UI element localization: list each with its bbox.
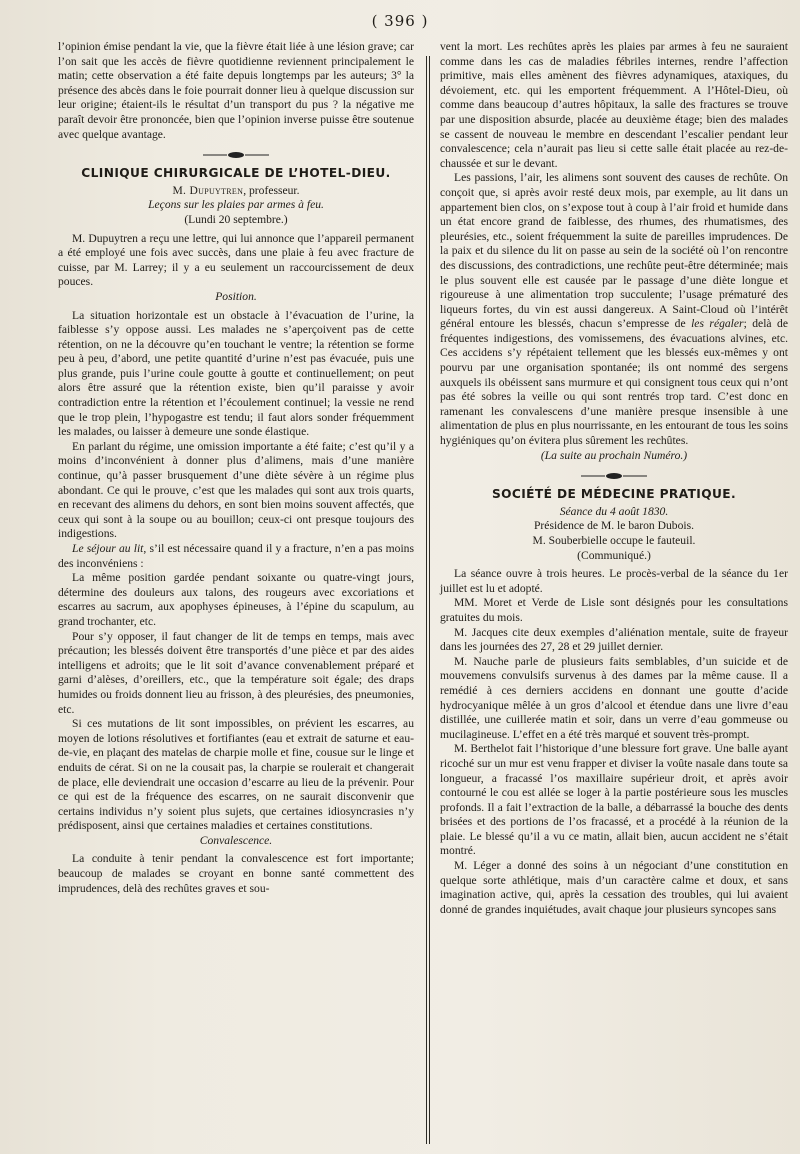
right-paragraph: vent la mort. Les rechûtes après les plaies par armes à feu ne sauraient comme dans les cas de maladies fébriles internes, rendre l’affection primitive, mais elles amènent des fièvres adynamiques, ataxiques, du dévoiement, etc. qui les emportent fréquemment. A l’Hôtel-Dieu, où comme dans beaucoup d’autres hôpitaux, la salle des fractures se trouve par une disposition absurde, placée au deuxième étage; bien des malades se cassent de nouveau le membre en descendant l’escalier pendant leur convalescence; cela n’aurait pas lieu si cette salle était placée au rez-de-chaussée et sur le devant.: [440, 40, 788, 170]
left-paragraph: La même position gardée pendant soixante ou quatre-vingt jours, détermine des douleurs aux talons, des rougeurs avec excoriations et escarres au sacrum, aux apophyses épineuses, à l’épine du scapulum, au grand trochanter, etc.: [58, 571, 414, 628]
right-paragraph: MM. Moret et Verde de Lisle sont désignés pour les consultations gratuites du mois.: [440, 596, 788, 624]
section-heading: CLINIQUE CHIRURGICALE DE L’HOTEL-DIEU.: [81, 166, 391, 181]
emphasis: Le séjour au lit: [72, 542, 144, 555]
emphasis: les régaler: [691, 317, 744, 331]
left-paragraph: l’opinion émise pendant la vie, que la fièvre était liée à une lésion grave; car l’on sait que les accès de fièvre quotidienne reviennent principalement le matin; cette observation a été faite depuis longtemps par les auteurs; 3° la présence des abcès dans le foie pourrait donner lieu à quelque discussion sur leur origine; étaient-ils le résultat d’un transport du pus ? la négative me paraît devoir être prononcée, bien que l’opinion inverse puisse être soutenue avec quelque avantage.: [58, 40, 414, 141]
page-number: ( 396 ): [371, 12, 429, 30]
lecture-title: Leçons sur les plaies par armes à feu.: [148, 198, 324, 212]
section-heading: SOCIÉTÉ DE MÉDECINE PRATIQUE.: [491, 487, 737, 502]
ornament-divider: [579, 472, 649, 480]
subheading-position: Position.: [215, 289, 257, 303]
right-paragraph: M. Léger a donné des soins à un négociant d’une constitution en quelque sorte athlétique, mais d’un caractère calme et doux, et sans imagination active, qui, après la cessation des troubles, qui lui avaient donné de grandes inquiétudes, avait chaque jour plusieurs syncopes sans: [440, 859, 788, 916]
professor-line: [58, 184, 414, 199]
left-paragraph: Le séjour au lit, s’il est nécessaire quand il y a fracture, n’en a pas moins des inconvéniens :: [58, 542, 414, 570]
column-rule: [426, 56, 427, 1144]
session-date: Séance du 4 août 1830.: [559, 504, 669, 518]
right-paragraph: M. Nauche parle de plusieurs faits semblables, d’un suicide et de mouvemens convulsifs survenus à des dames par la même cause. Il a remédié à ces derniers accidens en donnant une goutte d’acide hydrocyanique mêlée à un gros d’alcool et étendue dans une livre d’eau distillée, une cuillerée matin et soir, dans un verre d’eau gommeuse ou mucilagineuse. L’effet en a été très marqué et souvent très-prompt.: [440, 654, 788, 741]
left-paragraph: M. Dupuytren a reçu une lettre, qui lui annonce que l’appareil permanent a été employé une fois avec succès, dans une plaie à feu avec fracture de cuisse, par M. Larrey; il y a eu seulement un raccourcissement de deux pouces.: [58, 231, 414, 289]
professor-name: M. Dupuytren: [172, 183, 244, 197]
left-paragraph: Si ces mutations de lit sont impossibles, on prévient les escarres, au moyen de lotions résolutives et fortifiantes (eau et extrait de saturne et eau-de-vie, en plaçant des matelas de charpie molle et fine, cousue sur le linge et enduits de cérat. Si on ne la cousait pas, la charpie se roulerait et changerait de place, elle deviendrait une occasion d’escarre au lieu de la prévenir. Pour ce qui est de la fréquence des escarres, on ne saurait disconvenir que certains individus n’y soient plus sujets, que certaines idiosyncrasies n’y prédisposent, ainsi que certaines maladies et certaines constitutions.: [58, 717, 414, 833]
lecture-date: (Lundi 20 septembre.): [184, 212, 288, 226]
left-paragraph: Pour s’y opposer, il faut changer de lit de temps en temps, mais avec précaution; les blessés doivent être transportés d’une pièce et par des aides intelligens et adroits; que le lit soit d’avance convenablement préparé et garni d’alèses, d’oreillers, etc., que la température soit égale; des draps humides ou froids donnent lieu au frisson, à des pleurésies, des pneumonies, etc.: [58, 629, 414, 716]
left-column: [58, 40, 414, 896]
column-rule-inner: [429, 56, 430, 1144]
right-paragraph: M. Jacques cite deux exemples d’aliénation mentale, suite de frayeur dans les journées des 27, 28 et 29 juillet dernier.: [440, 625, 788, 654]
continued-note: (La suite au prochain Numéro.): [540, 448, 688, 462]
communique-note: (Communiqué.): [577, 548, 651, 562]
right-paragraph: Les passions, l’air, les alimens sont souvent des causes de rechûte. On conçoit que, si après avoir resté deux mois, par exemple, au lit dans un appartement bien clos, on s’expose tout à coup à l’air froid et humide dans un état encore grand de faiblesse, des rhumes, des rhumatismes, des pleurésies, etc., soient fréquemment la suite de pareilles imprudences. De la paix et du silence du lit on passe au sein de la société où l’on rencontre des discussions, des contradictions, une rechûte peut-être déterminée; mais le plus souvent elle est causée par le passage d’une diète longue et rigoureuse à une alimentation trop succulente; l’usage prématuré des liqueurs fortes, du vin est aussi dangereux. A Saint-Cloud où l’intérêt général entoure les blessés, chacun s’empresse de les régaler; delà de fréquentes indigestions, des vomissemens, des évacuations alvines, etc. Ces accidens s’y répétaient tellement que les blessés eux-mêmes y ont pourvu par une organisation spontanée; ils ont nommé des sergens auxquels ils obéissent sans murmure et qui consignent tous ceux qui n’ont pas été sobres la veille ou qui sont rentrés trop tard. C’est donc en ramenant les convalescens d’une manière presque insensible à une alimentation de plus en plus nourrissante, en les entourant de tous les soins hygiéniques qu’on évitera plus sûrement les rechûtes.: [440, 171, 788, 448]
presidency-line: Présidence de M. le baron Dubois.: [533, 519, 695, 533]
left-paragraph: En parlant du régime, une omission importante a été faite; c’est qu’il y a moins d’inconvénient à donner plus d’alimens, mais d’une manière continue, qu’à passer brusquement d’une diète sévère à un régime plus abondant. Ce qui le prouve, c’est que les malades qui sont aux trois quarts, en recevant des alimens du dehors, en sont bien moins souvent affectés, que ceux qui sont à la soupe ou au bouillon; ceux-ci ont presque toujours des indigestions.: [58, 439, 414, 541]
left-paragraph: La situation horizontale est un obstacle à l’évacuation de l’urine, la faiblesse s’y oppose aussi. Les malades ne s’aperçoivent pas de cette rétention, on ne la découvre qu’en touchant le ventre; la rétention se forme peu à peu, d’abord, une petite quantité d’urine n’est pas évacuée, puis une plus grande, puis l’urine coule goutte à goutte et continuellement; on peut alors être assuré que la rétention existe, bien qu’il paraisse y avoir contradiction entre la rétention et l’écoulement continuel; la vessie ne rend que le trop plein, l’hypogastre est tendu; il faut alors sonder fréquemment les malades, ou laisser à demeure une sonde élastique.: [58, 308, 414, 439]
ornament-divider: [201, 151, 271, 159]
left-paragraph: La conduite à tenir pendant la convalescence est fort importante; beaucoup de malades se croyant en bonne santé commettent des imprudences, delà des rechûtes graves et sou-: [58, 852, 414, 895]
subheading-convalescence: Convalescence.: [199, 833, 273, 847]
chair-line: M. Souberbielle occupe le fauteuil.: [532, 534, 696, 547]
right-paragraph: La séance ouvre à trois heures. Le procès-verbal de la séance du 1er juillet est lu et adopté.: [440, 567, 788, 595]
right-paragraph: M. Berthelot fait l’historique d’une blessure fort grave. Une balle ayant ricoché sur un mur est venu frapper et diviser la voûte nasale dans toute sa longueur, a fracassé l’os maxillaire supérieur droit, et après avoir contourné le cou est allée se loger à la partie postérieure sous les muscles profonds. Il a fait l’extraction de la balle, a débarrassé la bouche des dents brisées et des portions de l’os fracassé, et a procédé à la réunion de la plaie. Le blessé qu’il a vu ce matin, allait bien, aucun accident ne s’était montré.: [440, 742, 788, 858]
professor-title: , professeur.: [243, 183, 300, 197]
right-column: [440, 40, 788, 917]
